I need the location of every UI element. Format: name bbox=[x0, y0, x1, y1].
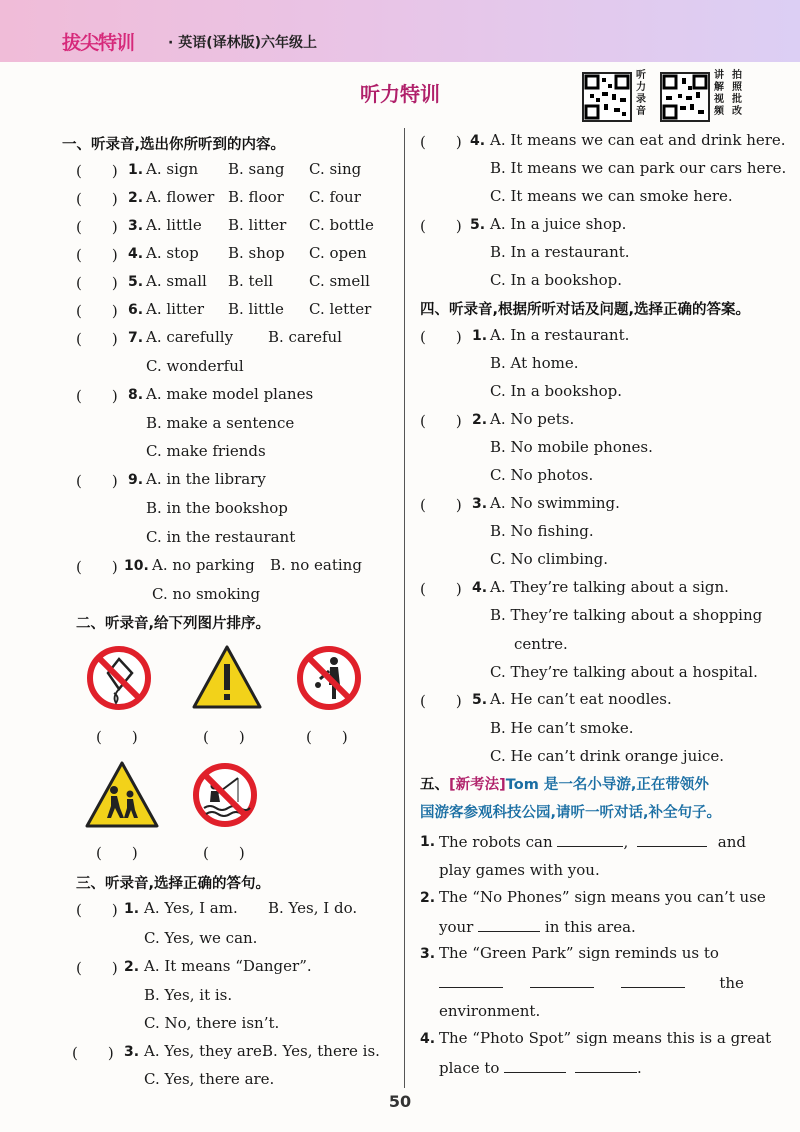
option-b: B. litter bbox=[228, 216, 287, 234]
answer-blank[interactable]: ( ) bbox=[76, 218, 118, 236]
option-a: A. small bbox=[146, 272, 207, 290]
qr-code-listening[interactable] bbox=[582, 72, 632, 122]
option-a: A. in the library bbox=[146, 470, 266, 488]
question-number: 3. bbox=[128, 218, 144, 234]
option-c: C. no smoking bbox=[152, 585, 261, 603]
fill-blank-input[interactable] bbox=[504, 1058, 566, 1073]
fill-blank-input[interactable] bbox=[621, 973, 685, 988]
option-b: B. little bbox=[228, 300, 284, 318]
option-b: B. make a sentence bbox=[146, 414, 295, 432]
fill-sentence-2-line2 bbox=[439, 917, 636, 936]
question-number: 2. bbox=[128, 190, 144, 206]
answer-blank[interactable]: ( ) bbox=[76, 959, 118, 977]
option-b: B. Yes, it is. bbox=[144, 986, 233, 1004]
no-littering-sign-icon bbox=[296, 645, 362, 711]
option-b: B. no eating bbox=[270, 556, 362, 574]
answer-blank[interactable]: ( ) bbox=[76, 472, 118, 490]
question-number: 7. bbox=[128, 330, 144, 346]
option-a: A. make model planes bbox=[146, 385, 314, 403]
question-number: 3. bbox=[472, 496, 488, 512]
option-a: A. litter bbox=[146, 300, 205, 318]
fill-sentence-3-line3: environment. bbox=[439, 1002, 541, 1020]
answer-blank[interactable]: ( ) bbox=[72, 1044, 114, 1062]
section5-title-rest: Tom 是一名小导游,正在带领外 bbox=[505, 777, 709, 793]
option-b: B. They’re talking about a shopping bbox=[490, 606, 763, 624]
question-number: 5. bbox=[472, 692, 488, 708]
option-a: A. He can’t eat noodles. bbox=[490, 690, 672, 708]
answer-blank[interactable]: ( ) bbox=[420, 412, 462, 430]
section2-title: 二、听录音,给下列图片排序。 bbox=[76, 616, 271, 632]
option-c: C. In a bookshop. bbox=[490, 271, 623, 289]
answer-blank[interactable]: ( ) bbox=[76, 558, 118, 576]
qr-pattern-icon bbox=[662, 74, 708, 120]
answer-blank[interactable]: ( ) bbox=[76, 190, 118, 208]
answer-blank[interactable]: ( ) bbox=[420, 217, 462, 235]
option-c: C. letter bbox=[309, 300, 372, 318]
option-c: C. sing bbox=[309, 160, 362, 178]
children-crossing-sign-icon bbox=[84, 760, 160, 830]
sentence-text: The robots can bbox=[439, 833, 553, 851]
question-number: 3. bbox=[420, 946, 436, 962]
question-number: 1. bbox=[472, 328, 488, 344]
option-b: B. shop bbox=[228, 244, 285, 262]
section4-title: 四、听录音,根据所听对话及问题,选择正确的答案。 bbox=[420, 302, 751, 318]
option-c: C. Yes, we can. bbox=[144, 929, 258, 947]
question-number: 4. bbox=[420, 1031, 436, 1047]
option-a: A. carefully bbox=[146, 328, 234, 346]
fill-sentence-4-line2 bbox=[439, 1058, 642, 1077]
picture-order-blank[interactable]: ( ) bbox=[203, 728, 245, 746]
option-b: B. Yes, I do. bbox=[268, 899, 358, 917]
question-number: 4. bbox=[472, 580, 488, 596]
question-number: 1. bbox=[420, 834, 436, 850]
option-c: C. four bbox=[309, 188, 361, 206]
option-c: C. wonderful bbox=[146, 357, 244, 375]
answer-blank[interactable]: ( ) bbox=[76, 246, 118, 264]
option-a: A. little bbox=[146, 216, 202, 234]
question-number: 6. bbox=[128, 302, 144, 318]
option-a: A. sign bbox=[146, 160, 199, 178]
column-divider bbox=[404, 128, 405, 1088]
option-a: A. In a restaurant. bbox=[490, 326, 630, 344]
picture-order-blank[interactable]: ( ) bbox=[96, 728, 138, 746]
option-c: C. make friends bbox=[146, 442, 266, 460]
question-number: 2. bbox=[124, 959, 140, 975]
question-number: 1. bbox=[124, 901, 140, 917]
option-b: B. tell bbox=[228, 272, 274, 290]
option-c: C. He can’t drink orange juice. bbox=[490, 747, 725, 765]
answer-blank[interactable]: ( ) bbox=[76, 330, 118, 348]
question-number: 2. bbox=[420, 890, 436, 906]
option-a: A. flower bbox=[146, 188, 215, 206]
qr-pattern-icon bbox=[584, 74, 630, 120]
option-a: A. It means “Danger”. bbox=[144, 957, 312, 975]
option-a: A. No pets. bbox=[490, 410, 575, 428]
no-kite-flying-sign-icon bbox=[86, 645, 152, 711]
answer-blank[interactable]: ( ) bbox=[420, 328, 462, 346]
question-number: 3. bbox=[124, 1044, 140, 1060]
answer-blank[interactable]: ( ) bbox=[76, 901, 118, 919]
question-number: 9. bbox=[128, 472, 144, 488]
option-a: A. They’re talking about a sign. bbox=[490, 578, 729, 596]
option-b: B. It means we can park our cars here. bbox=[490, 159, 787, 177]
sentence-text: your bbox=[439, 918, 474, 936]
qr-code-video[interactable] bbox=[660, 72, 710, 122]
section1-title: 一、听录音,选出你所听到的内容。 bbox=[62, 137, 286, 153]
question-number: 1. bbox=[128, 162, 144, 178]
fill-sentence-4: The “Photo Spot” sign means this is a great bbox=[439, 1029, 772, 1047]
picture-order-blank[interactable]: ( ) bbox=[203, 844, 245, 862]
option-b: B. Yes, there is. bbox=[262, 1042, 380, 1060]
brand-logo: 拔尖特训 bbox=[62, 32, 135, 54]
section5-title bbox=[420, 773, 709, 794]
option-a: A. no parking bbox=[152, 556, 255, 574]
question-number: 4. bbox=[470, 133, 486, 149]
answer-blank[interactable]: ( ) bbox=[76, 387, 118, 405]
fill-blank-input[interactable] bbox=[557, 832, 623, 847]
question-number: 10. bbox=[124, 558, 149, 574]
option-b: B. sang bbox=[228, 160, 285, 178]
picture-order-blank[interactable]: ( ) bbox=[306, 728, 348, 746]
option-b: B. floor bbox=[228, 188, 284, 206]
option-c: C. No climbing. bbox=[490, 550, 609, 568]
option-a: A. stop bbox=[146, 244, 199, 262]
fill-blank-input[interactable] bbox=[575, 1058, 637, 1073]
option-c: C. In a bookshop. bbox=[490, 382, 623, 400]
option-c: C. No photos. bbox=[490, 466, 594, 484]
new-test-method-tag: [新考法] bbox=[449, 777, 506, 793]
option-b: B. At home. bbox=[490, 354, 579, 372]
page-title: 听力特训 bbox=[360, 82, 440, 106]
fill-sentence-1 bbox=[439, 832, 746, 851]
section5-title-line2: 国游客参观科技公园,请听一听对话,补全句子。 bbox=[420, 805, 722, 821]
fill-sentence-1-line2: play games with you. bbox=[439, 861, 600, 879]
option-a: A. Yes, I am. bbox=[144, 899, 238, 917]
sentence-text: the bbox=[719, 974, 744, 992]
option-b: B. in the bookshop bbox=[146, 499, 288, 517]
section5-prefix: 五、 bbox=[420, 777, 449, 793]
answer-blank[interactable]: ( ) bbox=[420, 133, 462, 151]
sentence-text: , bbox=[623, 833, 629, 851]
option-b: B. He can’t smoke. bbox=[490, 719, 634, 737]
question-number: 5. bbox=[128, 274, 144, 290]
qr-caption-video: 讲解视频 bbox=[714, 70, 724, 117]
section3-title: 三、听录音,选择正确的答句。 bbox=[76, 876, 271, 892]
option-b: B. In a restaurant. bbox=[490, 243, 630, 261]
answer-blank[interactable]: ( ) bbox=[420, 580, 462, 598]
picture-order-blank[interactable]: ( ) bbox=[96, 844, 138, 862]
option-c: C. in the restaurant bbox=[146, 528, 296, 546]
option-c: C. open bbox=[309, 244, 367, 262]
sentence-text: in this area. bbox=[544, 918, 636, 936]
fill-blank-input[interactable] bbox=[530, 973, 594, 988]
question-number: 5. bbox=[470, 217, 486, 233]
sentence-text: and bbox=[717, 833, 746, 851]
page-number: 50 bbox=[388, 1092, 412, 1111]
fill-sentence-3: The “Green Park” sign reminds us to bbox=[439, 944, 719, 962]
book-info: · 英语(译林版)六年级上 bbox=[168, 35, 317, 51]
answer-blank[interactable]: ( ) bbox=[76, 302, 118, 320]
option-c: C. They’re talking about a hospital. bbox=[490, 663, 758, 681]
option-c: C. Yes, there are. bbox=[144, 1070, 275, 1088]
sentence-text: place to bbox=[439, 1059, 500, 1077]
option-a: A. It means we can eat and drink here. bbox=[490, 131, 786, 149]
answer-blank[interactable]: ( ) bbox=[76, 274, 118, 292]
answer-blank[interactable]: ( ) bbox=[420, 692, 462, 710]
qr-caption-grading: 拍照批改 bbox=[732, 70, 742, 117]
fill-sentence-3-line2 bbox=[439, 973, 744, 992]
question-number: 2. bbox=[472, 412, 488, 428]
qr-caption-listening: 听力录音 bbox=[636, 70, 646, 117]
option-c: C. No, there isn’t. bbox=[144, 1014, 280, 1032]
answer-blank[interactable]: ( ) bbox=[76, 162, 118, 180]
answer-blank[interactable]: ( ) bbox=[420, 496, 462, 514]
header-bar bbox=[0, 0, 800, 62]
fill-blank-input[interactable] bbox=[439, 973, 503, 988]
no-fishing-sign-icon bbox=[192, 762, 258, 828]
question-number: 4. bbox=[128, 246, 144, 262]
option-a: A. Yes, they are. bbox=[144, 1042, 267, 1060]
option-b: B. careful bbox=[268, 328, 342, 346]
option-a: A. In a juice shop. bbox=[490, 215, 627, 233]
fill-blank-input[interactable] bbox=[637, 832, 707, 847]
sentence-text: . bbox=[637, 1059, 642, 1077]
question-number: 8. bbox=[128, 387, 144, 403]
option-c: C. smell bbox=[309, 272, 370, 290]
fill-blank-input[interactable] bbox=[478, 917, 540, 932]
option-c: C. It means we can smoke here. bbox=[490, 187, 733, 205]
danger-warning-sign-icon bbox=[191, 644, 263, 710]
option-b: B. No fishing. bbox=[490, 522, 594, 540]
option-b-continued: centre. bbox=[514, 635, 568, 653]
option-c: C. bottle bbox=[309, 216, 374, 234]
fill-sentence-2: The “No Phones” sign means you can’t use bbox=[439, 888, 766, 906]
option-a: A. No swimming. bbox=[490, 494, 620, 512]
option-b: B. No mobile phones. bbox=[490, 438, 653, 456]
